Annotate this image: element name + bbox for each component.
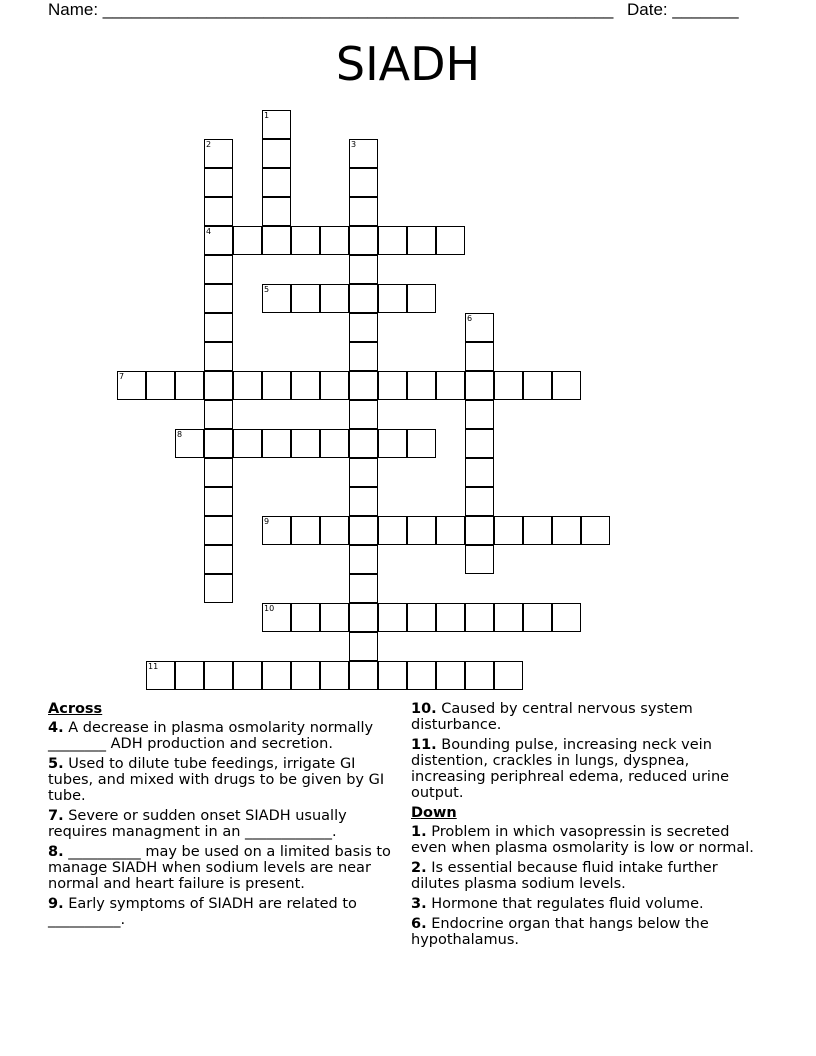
grid-cell[interactable] [262,603,291,632]
grid-cell[interactable] [465,603,494,632]
clues-left-column [48,701,403,932]
grid-cell[interactable] [117,371,146,400]
grid-cell[interactable] [465,458,494,487]
grid-cell[interactable] [465,429,494,458]
grid-cell[interactable] [320,516,349,545]
grid-cell[interactable] [378,284,407,313]
clues-right-column [411,701,766,952]
grid-cell[interactable] [204,545,233,574]
grid-cell[interactable] [523,516,552,545]
grid-cell[interactable] [175,661,204,690]
grid-cell[interactable] [262,661,291,690]
grid-cell[interactable] [407,516,436,545]
down-heading: Down [411,805,457,821]
grid-cell[interactable] [320,661,349,690]
clue-across-10: 10. Caused by central nervous system disturbance. [411,701,693,733]
grid-cell[interactable] [349,632,378,661]
grid-cell[interactable] [349,342,378,371]
grid-cell[interactable] [378,371,407,400]
grid-cell[interactable] [494,516,523,545]
grid-cell[interactable] [262,197,291,226]
clue-number: 7 [119,372,125,381]
grid-cell[interactable] [349,139,378,168]
grid-cell[interactable] [204,139,233,168]
name-field-label[interactable]: Name: ______________________________________________________ [48,0,614,19]
grid-cell[interactable] [291,226,320,255]
grid-cell[interactable] [465,342,494,371]
grid-cell[interactable] [349,574,378,603]
grid-cell[interactable] [349,661,378,690]
clue-across-9: 9. Early symptoms of SIADH are related to __________. [48,896,357,928]
grid-cell[interactable] [407,429,436,458]
grid-cell[interactable] [407,226,436,255]
page-title: SIADH [335,37,481,91]
grid-cell[interactable] [291,429,320,458]
grid-cell[interactable] [233,429,262,458]
grid-cell[interactable] [407,371,436,400]
grid-cell[interactable] [378,603,407,632]
grid-cell[interactable] [552,603,581,632]
grid-cell[interactable] [175,371,204,400]
grid-cell[interactable] [204,429,233,458]
grid-cell[interactable] [262,516,291,545]
grid-cell[interactable] [349,487,378,516]
grid-cell[interactable] [204,197,233,226]
grid-cell[interactable] [378,516,407,545]
clue-across-11: 11. Bounding pulse, increasing neck vein distention, crackles in lungs, dyspnea, increasing periphreal edema, reduced urine output. [411,737,730,801]
clue-down-6: 6. Endocrine organ that hangs below the hypothalamus. [411,916,709,948]
grid-cell[interactable] [349,197,378,226]
clue-number: 11 [148,662,159,671]
grid-cell[interactable] [262,226,291,255]
grid-cell[interactable] [204,284,233,313]
grid-cell[interactable] [233,661,262,690]
clue-number: 4 [206,227,212,236]
grid-cell[interactable] [465,487,494,516]
clue-number: 10 [264,604,275,613]
grid-cell[interactable] [291,603,320,632]
clue-number: 9 [264,517,270,526]
grid-cell[interactable] [262,284,291,313]
grid-cell[interactable] [204,516,233,545]
grid-cell[interactable] [204,226,233,255]
grid-cell[interactable] [204,458,233,487]
clue-across-8: 8. __________ may be used on a limited basis to manage SIADH when sodium levels are near normal and heart failure is present. [48,844,391,892]
clue-number: 6 [467,314,473,323]
grid-cell[interactable] [349,255,378,284]
grid-cell[interactable] [291,371,320,400]
grid-cell[interactable] [320,603,349,632]
grid-cell[interactable] [262,110,291,139]
grid-cell[interactable] [204,400,233,429]
grid-cell[interactable] [146,661,175,690]
clue-down-3: 3. Hormone that regulates fluid volume. [411,896,704,912]
grid-cell[interactable] [204,342,233,371]
grid-cell[interactable] [436,226,465,255]
grid-cell[interactable] [262,168,291,197]
grid-cell[interactable] [291,284,320,313]
grid-cell[interactable] [349,313,378,342]
clue-number: 8 [177,430,183,439]
grid-cell[interactable] [436,516,465,545]
grid-cell[interactable] [204,371,233,400]
grid-cell[interactable] [407,284,436,313]
grid-cell[interactable] [436,661,465,690]
grid-cell[interactable] [204,661,233,690]
grid-cell[interactable] [465,400,494,429]
grid-cell[interactable] [349,226,378,255]
grid-cell[interactable] [262,429,291,458]
clue-number: 3 [351,140,357,149]
grid-cell[interactable] [523,371,552,400]
clue-number: 1 [264,111,270,120]
grid-cell[interactable] [349,168,378,197]
grid-cell[interactable] [349,603,378,632]
grid-cell[interactable] [349,516,378,545]
grid-cell[interactable] [436,603,465,632]
grid-cell[interactable] [349,371,378,400]
grid-cell[interactable] [320,284,349,313]
grid-cell[interactable] [407,603,436,632]
grid-cell[interactable] [465,371,494,400]
grid-cell[interactable] [436,371,465,400]
grid-cell[interactable] [494,661,523,690]
grid-cell[interactable] [262,371,291,400]
grid-cell[interactable] [320,226,349,255]
clue-across-7: 7. Severe or sudden onset SIADH usually requires managment in an ____________. [48,808,347,840]
grid-cell[interactable] [291,516,320,545]
grid-cell[interactable] [349,429,378,458]
grid-cell[interactable] [349,400,378,429]
grid-cell[interactable] [407,661,436,690]
grid-cell[interactable] [204,313,233,342]
grid-cell[interactable] [204,487,233,516]
grid-cell[interactable] [378,661,407,690]
grid-cell[interactable] [349,545,378,574]
grid-cell[interactable] [262,139,291,168]
grid-cell[interactable] [552,371,581,400]
clue-across-5: 5. Used to dilute tube feedings, irrigate GI tubes, and mixed with drugs to be given by GI tube. [48,756,385,804]
grid-cell[interactable] [349,458,378,487]
grid-cell[interactable] [465,516,494,545]
across-heading: Across [48,701,103,717]
grid-cell[interactable] [204,255,233,284]
grid-cell[interactable] [146,371,175,400]
grid-cell[interactable] [494,603,523,632]
clue-across-4: 4. A decrease in plasma osmolarity normally ________ ADH production and secretion. [48,720,374,752]
grid-cell[interactable] [320,371,349,400]
grid-cell[interactable] [494,371,523,400]
grid-cell[interactable] [378,226,407,255]
grid-cell[interactable] [378,429,407,458]
clue-down-1: 1. Problem in which vasopressin is secreted even when plasma osmolarity is low or normal. [411,824,754,856]
grid-cell[interactable] [175,429,204,458]
date-field-label[interactable]: Date: _______ [627,0,739,19]
grid-cell[interactable] [204,574,233,603]
grid-cell[interactable] [465,313,494,342]
grid-cell[interactable] [291,661,320,690]
grid-cell[interactable] [204,168,233,197]
clue-number: 5 [264,285,270,294]
clue-down-2: 2. Is essential because fluid intake further dilutes plasma sodium levels. [411,860,718,892]
clue-number: 2 [206,140,212,149]
grid-cell[interactable] [523,603,552,632]
grid-cell[interactable] [465,545,494,574]
grid-cell[interactable] [465,661,494,690]
grid-cell[interactable] [233,226,262,255]
grid-cell[interactable] [233,371,262,400]
grid-cell[interactable] [349,284,378,313]
grid-cell[interactable] [552,516,581,545]
grid-cell[interactable] [581,516,610,545]
grid-cell[interactable] [320,429,349,458]
